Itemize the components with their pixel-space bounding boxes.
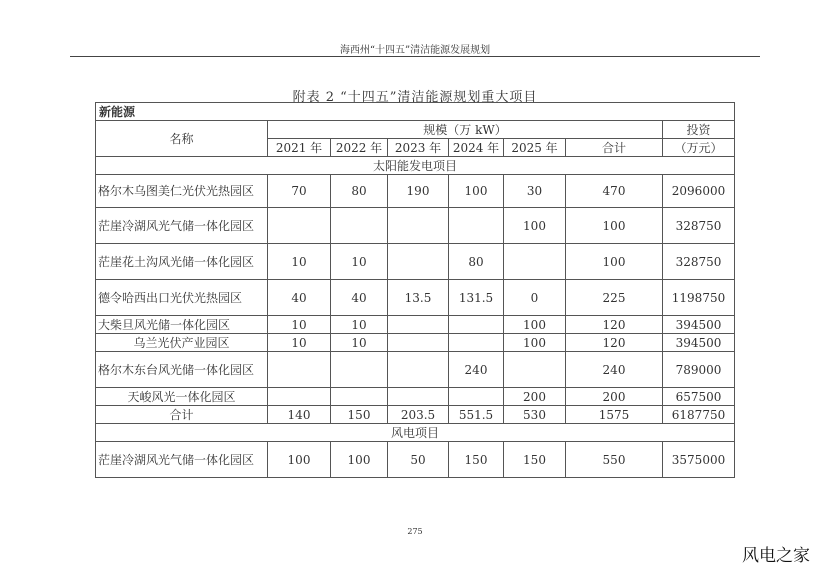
value-2023 <box>388 244 449 280</box>
value-total: 120 <box>566 316 663 334</box>
subtotal-2022: 150 <box>331 406 388 424</box>
value-2023 <box>388 388 449 406</box>
value-total: 470 <box>566 175 663 208</box>
subtotal-2023: 203.5 <box>388 406 449 424</box>
value-2022: 40 <box>331 280 388 316</box>
value-2021: 10 <box>268 316 331 334</box>
value-2021: 10 <box>268 334 331 352</box>
value-2024: 80 <box>449 244 504 280</box>
value-invest: 2096000 <box>663 175 735 208</box>
value-2024 <box>449 388 504 406</box>
value-total: 550 <box>566 442 663 478</box>
value-2024: 150 <box>449 442 504 478</box>
value-2021 <box>268 352 331 388</box>
column-header-year: 2025 年 <box>504 139 566 157</box>
section-title-cell: 新能源 <box>96 103 735 121</box>
table-caption: 附表 2 “十四五”清洁能源规划重大项目 <box>292 90 538 105</box>
subtotal-total: 1575 <box>566 406 663 424</box>
value-2022 <box>331 388 388 406</box>
table-row <box>96 175 735 208</box>
value-2021: 100 <box>268 442 331 478</box>
value-2023: 190 <box>388 175 449 208</box>
value-total: 225 <box>566 280 663 316</box>
value-2025: 0 <box>504 280 566 316</box>
value-2025: 100 <box>504 316 566 334</box>
header-divider <box>70 56 760 57</box>
value-2021 <box>268 388 331 406</box>
column-header-year: 2022 年 <box>331 139 388 157</box>
value-2025: 200 <box>504 388 566 406</box>
project-name: 格尔木东台风光储一体化园区 <box>96 352 268 388</box>
table-row <box>96 334 735 352</box>
subtotal-row <box>96 406 735 424</box>
value-total: 100 <box>566 244 663 280</box>
value-2023 <box>388 208 449 244</box>
project-name: 茫崖冷湖风光气储一体化园区 <box>96 442 268 478</box>
subtotal-2021: 140 <box>268 406 331 424</box>
projects-table-container <box>95 102 734 478</box>
table-row <box>96 208 735 244</box>
table-row <box>96 352 735 388</box>
value-total: 120 <box>566 334 663 352</box>
table-row <box>96 280 735 316</box>
value-2024 <box>449 334 504 352</box>
value-2022: 80 <box>331 175 388 208</box>
value-2021: 10 <box>268 244 331 280</box>
group-title-wind: 风电项目 <box>96 424 735 442</box>
value-total: 100 <box>566 208 663 244</box>
project-name: 乌兰光伏产业园区 <box>96 334 268 352</box>
value-2023 <box>388 334 449 352</box>
value-invest: 3575000 <box>663 442 735 478</box>
column-header-year: 2024 年 <box>449 139 504 157</box>
value-2024: 131.5 <box>449 280 504 316</box>
subtotal-2024: 551.5 <box>449 406 504 424</box>
value-invest: 657500 <box>663 388 735 406</box>
table-row <box>96 442 735 478</box>
table-row <box>96 388 735 406</box>
value-2022: 10 <box>331 316 388 334</box>
column-header-year: 2021 年 <box>268 139 331 157</box>
value-invest: 394500 <box>663 334 735 352</box>
value-2023: 50 <box>388 442 449 478</box>
value-2025: 150 <box>504 442 566 478</box>
document-header-title: 海西州“十四五”清洁能源发展规划 <box>339 45 491 56</box>
watermark-text: 风电之家 <box>742 546 810 566</box>
value-2022: 10 <box>331 244 388 280</box>
value-2022 <box>331 208 388 244</box>
value-2022: 100 <box>331 442 388 478</box>
value-invest: 1198750 <box>663 280 735 316</box>
value-2025: 100 <box>504 208 566 244</box>
project-name: 德令哈西出口光伏光热园区 <box>96 280 268 316</box>
column-header-name: 名称 <box>96 121 268 157</box>
value-2025: 100 <box>504 334 566 352</box>
value-total: 240 <box>566 352 663 388</box>
project-name: 格尔木乌图美仁光伏光热园区 <box>96 175 268 208</box>
value-2023 <box>388 352 449 388</box>
column-header-year: 2023 年 <box>388 139 449 157</box>
project-name: 茫崖冷湖风光气储一体化园区 <box>96 208 268 244</box>
column-header-scale: 规模（万 kW） <box>268 121 663 139</box>
table-row <box>96 316 735 334</box>
project-name: 天峻风光一体化园区 <box>96 388 268 406</box>
value-invest: 394500 <box>663 316 735 334</box>
subtotal-2025: 530 <box>504 406 566 424</box>
value-2024 <box>449 316 504 334</box>
project-name: 茫崖花土沟风光储一体化园区 <box>96 244 268 280</box>
column-header-invest-unit: （万元） <box>663 139 735 157</box>
subtotal-label: 合计 <box>96 406 268 424</box>
table-row <box>96 244 735 280</box>
value-2021: 40 <box>268 280 331 316</box>
page-number: 275 <box>407 527 423 536</box>
value-2023 <box>388 316 449 334</box>
value-2025 <box>504 244 566 280</box>
value-2025 <box>504 352 566 388</box>
projects-table <box>95 102 735 478</box>
value-2022: 10 <box>331 334 388 352</box>
value-invest: 328750 <box>663 244 735 280</box>
project-name: 大柴旦风光储一体化园区 <box>96 316 268 334</box>
value-2023: 13.5 <box>388 280 449 316</box>
value-total: 200 <box>566 388 663 406</box>
subtotal-invest: 6187750 <box>663 406 735 424</box>
value-invest: 789000 <box>663 352 735 388</box>
value-2025: 30 <box>504 175 566 208</box>
value-2021 <box>268 208 331 244</box>
value-2024 <box>449 208 504 244</box>
value-invest: 328750 <box>663 208 735 244</box>
value-2024: 100 <box>449 175 504 208</box>
value-2022 <box>331 352 388 388</box>
column-header-total: 合计 <box>566 139 663 157</box>
column-header-invest: 投资 <box>663 121 735 139</box>
value-2024: 240 <box>449 352 504 388</box>
value-2021: 70 <box>268 175 331 208</box>
group-title-solar: 太阳能发电项目 <box>96 157 735 175</box>
